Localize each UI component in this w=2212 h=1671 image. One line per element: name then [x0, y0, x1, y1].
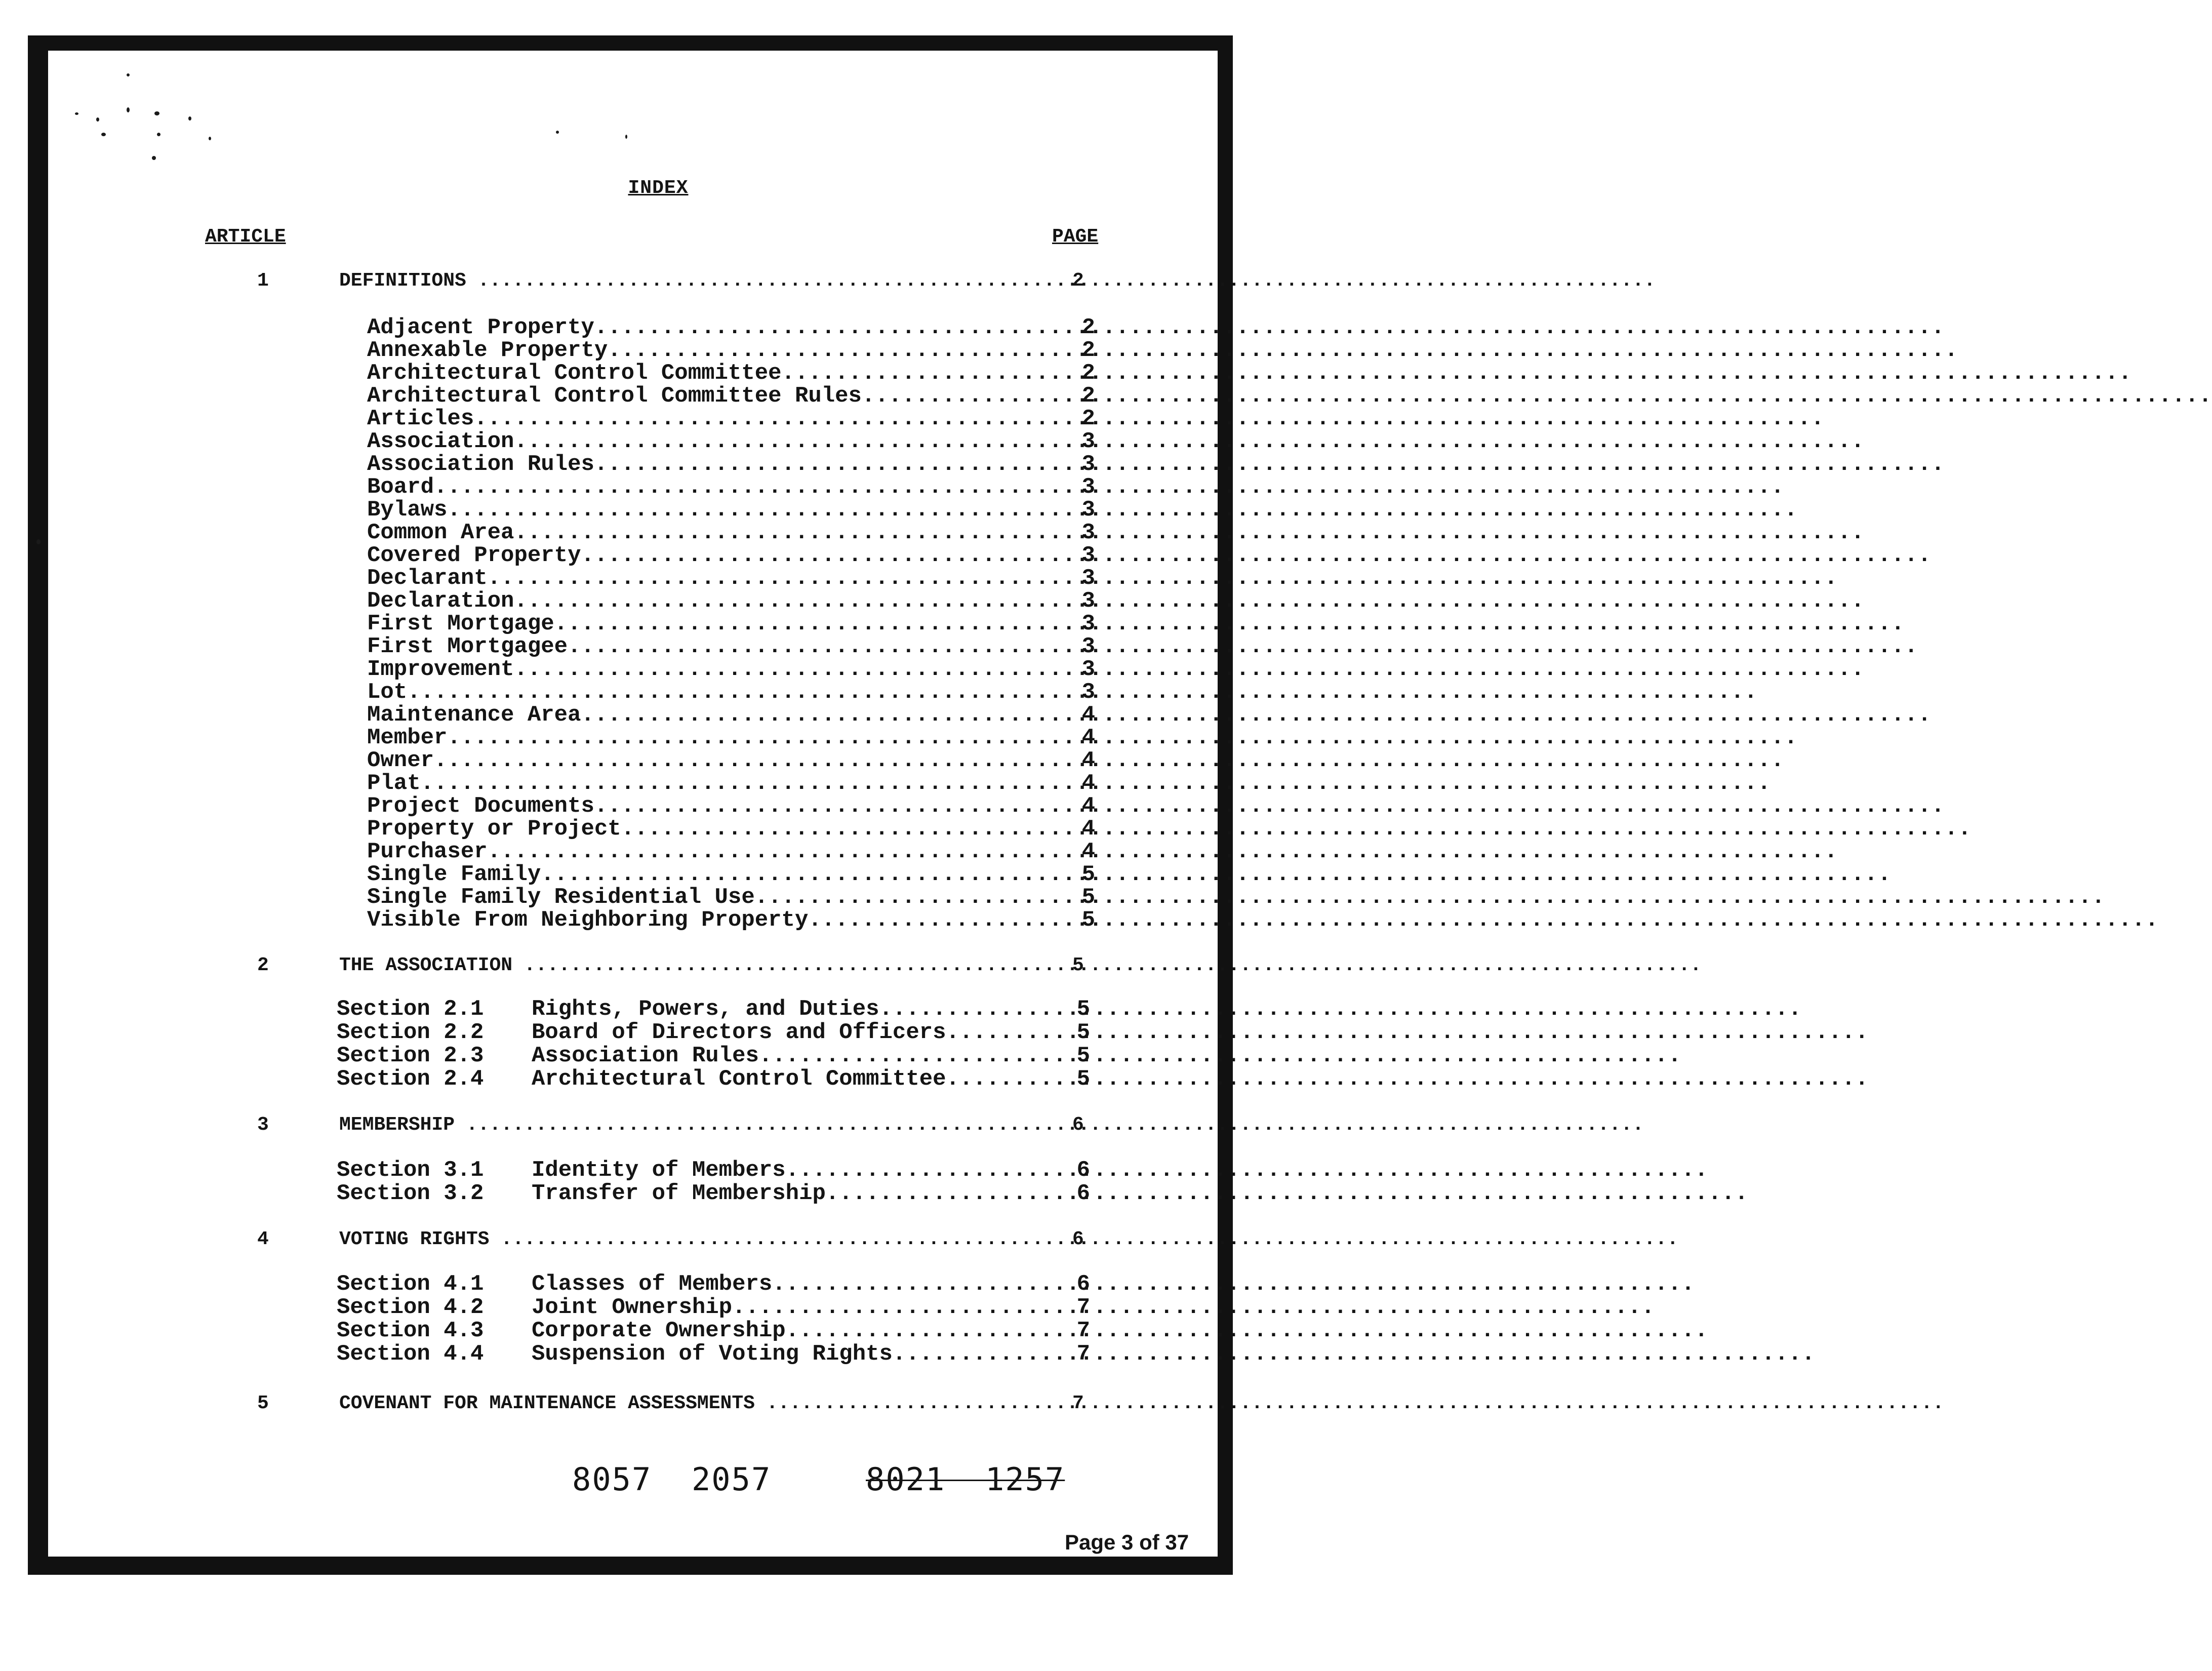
section-row [337, 1159, 1096, 1182]
scan-speck [36, 539, 41, 544]
definition-page: 2 [1081, 338, 1095, 363]
section-title: Rights, Powers, and Duties ..... [532, 998, 851, 1021]
section-label: Section 4.1 [337, 1271, 484, 1297]
definition-term: Single Family Residential Use ..... [367, 886, 1020, 909]
definition-row [367, 430, 1101, 453]
definition-row [367, 362, 1101, 385]
definition-page: 3 [1081, 588, 1095, 614]
section-label: Section 2.1 [337, 997, 484, 1022]
definition-term: Association Rules ..... [367, 453, 1020, 476]
definition-row [367, 499, 1101, 522]
scan-speck [209, 137, 211, 140]
definition-page: 3 [1081, 611, 1095, 636]
section-row [337, 1296, 1096, 1319]
section-title: Suspension of Voting Rights ..... [532, 1342, 851, 1366]
definition-term: Lot ..... [367, 681, 1020, 704]
definition-page: 3 [1081, 657, 1095, 682]
page-number: Page 3 of 37 [1061, 1530, 1193, 1555]
definition-term: Bylaws ..... [367, 499, 1020, 522]
definition-row [367, 909, 1101, 932]
article-column-header: ARTICLE [205, 226, 286, 248]
definition-term: Articles ..... [367, 408, 1020, 430]
section-page: 6 [1076, 1181, 1090, 1206]
definition-row [367, 886, 1101, 909]
definition-term: Visible From Neighboring Property ..... [367, 909, 1020, 932]
page-title: INDEX [628, 177, 689, 199]
section-title: Board of Directors and Officers ..... [532, 1021, 851, 1044]
section-label: Section 3.2 [337, 1181, 484, 1206]
section-label: Section 2.2 [337, 1020, 484, 1045]
definition-term: Purchaser ..... [367, 841, 1020, 863]
scan-speck [96, 117, 99, 122]
definition-term: Board ..... [367, 476, 1020, 499]
definitions-list [367, 316, 1101, 932]
definition-row [367, 704, 1101, 727]
article-page: 7 [1072, 1392, 1084, 1414]
section-label: Section 4.2 [337, 1295, 484, 1320]
section-page: 7 [1076, 1295, 1090, 1320]
article-2-sections [337, 998, 1096, 1091]
article-number: 1 [257, 270, 269, 292]
article-page: 6 [1072, 1228, 1084, 1250]
definition-row [367, 727, 1101, 749]
definition-term: First Mortgage ..... [367, 613, 1020, 635]
article-page: 6 [1072, 1114, 1084, 1136]
definition-term: Common Area ..... [367, 522, 1020, 544]
scan-speck [127, 107, 130, 112]
section-row [337, 1342, 1096, 1366]
section-page: 6 [1076, 1271, 1090, 1297]
page-column-header: PAGE [1052, 226, 1099, 248]
definition-page: 2 [1081, 361, 1095, 386]
definition-row [367, 385, 1101, 408]
definition-term: Covered Property ..... [367, 544, 1020, 567]
definition-row [367, 544, 1101, 567]
definition-page: 3 [1081, 474, 1095, 500]
definition-row [367, 453, 1101, 476]
section-title: Architectural Control Committee ..... [532, 1067, 851, 1091]
section-title: Classes of Members ..... [532, 1272, 851, 1296]
definition-term: Declaration ..... [367, 590, 1020, 613]
definition-term: Architectural Control Committee Rules ..... [367, 385, 1020, 408]
section-row [337, 1272, 1096, 1296]
scan-speck [556, 131, 559, 134]
definition-row [367, 476, 1101, 499]
definition-row [367, 635, 1101, 658]
section-title: Association Rules ..... [532, 1044, 851, 1067]
definition-page: 5 [1081, 885, 1095, 910]
definition-page: 3 [1081, 634, 1095, 659]
definition-row [367, 658, 1101, 681]
definition-row [367, 339, 1101, 362]
definition-row [367, 863, 1101, 886]
article-title: DEFINITIONS ..... [339, 270, 1018, 292]
definition-page: 2 [1081, 383, 1095, 409]
scan-speck [127, 73, 130, 76]
definition-row [367, 590, 1101, 613]
scan-speck [101, 133, 106, 136]
section-page: 5 [1076, 997, 1090, 1022]
section-page: 7 [1076, 1341, 1090, 1367]
definition-term: Association ..... [367, 430, 1020, 453]
definition-row [367, 772, 1101, 795]
definition-row [367, 818, 1101, 841]
article-title: COVENANT FOR MAINTENANCE ASSESSMENTS ..... [339, 1392, 1018, 1414]
section-title: Joint Ownership ..... [532, 1296, 851, 1319]
definition-row [367, 316, 1101, 339]
struck-document-number: 8021 1257 [866, 1461, 1065, 1498]
definition-row [367, 522, 1101, 544]
section-label: Section 3.1 [337, 1158, 484, 1183]
definition-term: Plat ..... [367, 772, 1020, 795]
definition-row [367, 749, 1101, 772]
section-row [337, 1021, 1096, 1044]
definition-page: 2 [1081, 406, 1095, 431]
definition-page: 3 [1081, 452, 1095, 477]
section-row [337, 1067, 1096, 1091]
definition-page: 3 [1081, 429, 1095, 454]
section-page: 5 [1076, 1043, 1090, 1068]
definition-term: Adjacent Property ..... [367, 316, 1020, 339]
section-page: 7 [1076, 1318, 1090, 1343]
definition-page: 2 [1081, 315, 1095, 340]
scan-speck [625, 135, 627, 139]
definition-page: 4 [1081, 816, 1095, 842]
definition-page: 3 [1081, 680, 1095, 705]
article-number: 4 [257, 1228, 269, 1250]
scan-speck [152, 156, 156, 160]
section-page: 5 [1076, 1020, 1090, 1045]
article-title: VOTING RIGHTS ..... [339, 1228, 1018, 1250]
definition-term: Owner ..... [367, 749, 1020, 772]
definition-term: Maintenance Area ..... [367, 704, 1020, 727]
definition-term: Member ..... [367, 727, 1020, 749]
definition-row [367, 681, 1101, 704]
definition-term: First Mortgagee ..... [367, 635, 1020, 658]
definition-page: 4 [1081, 771, 1095, 796]
article-4-sections [337, 1272, 1096, 1366]
scan-speck [154, 111, 159, 115]
definition-page: 3 [1081, 543, 1095, 568]
definition-row [367, 408, 1101, 430]
section-row [337, 1182, 1096, 1205]
article-number: 5 [257, 1392, 269, 1414]
definition-term: Project Documents ..... [367, 795, 1020, 818]
scan-speck [188, 116, 191, 121]
definition-page: 4 [1081, 839, 1095, 864]
section-row [337, 1044, 1096, 1067]
definition-page: 4 [1081, 702, 1095, 728]
definition-page: 4 [1081, 748, 1095, 773]
definition-page: 5 [1081, 907, 1095, 933]
article-title: MEMBERSHIP ..... [339, 1114, 1018, 1136]
section-label: Section 2.4 [337, 1066, 484, 1092]
definition-page: 3 [1081, 497, 1095, 523]
definition-term: Declarant ..... [367, 567, 1020, 590]
definition-page: 3 [1081, 520, 1095, 545]
section-title: Transfer of Membership ..... [532, 1182, 851, 1205]
definition-row [367, 841, 1101, 863]
section-page: 5 [1076, 1066, 1090, 1092]
definition-term: Annexable Property ..... [367, 339, 1020, 362]
definition-term: Single Family ..... [367, 863, 1020, 886]
definition-page: 5 [1081, 862, 1095, 887]
definition-row [367, 567, 1101, 590]
definition-term: Improvement ..... [367, 658, 1020, 681]
article-page: 5 [1072, 954, 1084, 976]
section-row [337, 998, 1096, 1021]
definition-row [367, 613, 1101, 635]
section-label: Section 4.4 [337, 1341, 484, 1367]
section-label: Section 2.3 [337, 1043, 484, 1068]
definition-page: 4 [1081, 725, 1095, 750]
document-number-stamp: 8057 2057 [572, 1461, 772, 1498]
definition-page: 4 [1081, 793, 1095, 819]
definition-term: Property or Project ..... [367, 818, 1020, 841]
definition-page: 3 [1081, 566, 1095, 591]
section-label: Section 4.3 [337, 1318, 484, 1343]
article-number: 2 [257, 954, 269, 976]
section-title: Corporate Ownership ..... [532, 1319, 851, 1342]
section-page: 6 [1076, 1158, 1090, 1183]
article-page: 2 [1072, 270, 1084, 292]
section-row [337, 1319, 1096, 1342]
article-3-sections [337, 1159, 1096, 1205]
scan-speck [157, 133, 160, 136]
article-number: 3 [257, 1114, 269, 1136]
definition-row [367, 795, 1101, 818]
definition-term: Architectural Control Committee ..... [367, 362, 1020, 385]
section-title: Identity of Members ..... [532, 1159, 851, 1182]
scan-speck [75, 112, 78, 115]
article-title: THE ASSOCIATION ..... [339, 954, 1018, 976]
